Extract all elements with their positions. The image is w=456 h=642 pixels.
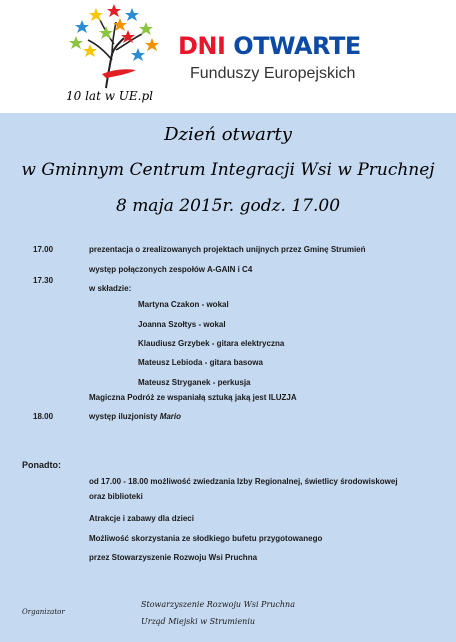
program-time-2: 17.30	[33, 276, 54, 285]
ponadto-line: od 17.00 - 18.00 możliwość zwiedzania Izby Regionalnej, świetlicy środowiskowej	[89, 477, 398, 486]
ponadto-line: Atrakcje i zabawy dla dzieci	[89, 514, 194, 523]
program-item-3: w składzie:	[89, 284, 132, 293]
ponadto-line: przez Stowarzyszenie Rozwoju Wsi Pruchna	[89, 553, 258, 562]
band-member: Martyna Czakon - wokal	[138, 300, 229, 309]
program-item-5	[89, 412, 181, 421]
band-member: Joanna Szołtys - wokal	[138, 320, 226, 329]
event-title: Dzień otwarty	[164, 124, 292, 145]
program-item-1: prezentacja o zrealizowanych projektach unijnych przez Gminę Strumień	[89, 245, 366, 254]
eu-logo-text: 10 lat w UE.pl	[66, 89, 154, 103]
program-item-4: Magiczna Podróż ze wspaniałą sztuką jaką jest ILUZJA	[89, 393, 297, 402]
eu-10-years-logo	[66, 4, 166, 108]
band-member: Mateusz Lebioda - gitara basowa	[138, 358, 263, 367]
program-item-2: występ połączonych zespołów A-GAIN i C4	[89, 265, 253, 274]
organizer-name: Stowarzyszenie Rozwoju Wsi Pruchna	[141, 600, 295, 609]
program-item-5-text: występ iluzjonisty	[89, 412, 160, 421]
campaign-word-dni: DNI	[178, 32, 226, 60]
campaign-subtitle: Funduszy Europejskich	[190, 65, 356, 82]
organizer-name: Urząd Miejski w Strumieniu	[141, 617, 256, 626]
band-member: Klaudiusz Grzybek - gitara elektryczna	[138, 339, 285, 348]
program-time-3: 18.00	[33, 412, 54, 421]
header	[0, 0, 456, 113]
band-member: Mateusz Stryganek - perkusja	[138, 378, 251, 387]
illusionist-name: Mario	[159, 412, 182, 421]
campaign-word-otwarte: OTWARTE	[233, 32, 361, 60]
campaign-logo	[178, 32, 361, 60]
ponadto-line: oraz biblioteki	[89, 492, 143, 501]
organizer-label: Organizator	[22, 608, 65, 616]
event-venue: w Gminnym Centrum Integracji Wsi w Pruchnej	[21, 160, 435, 180]
event-date: 8 maja 2015r. godz. 17.00	[115, 196, 341, 216]
ponadto-line: Możliwość skorzystania ze słodkiego bufetu przygotowanego	[89, 534, 323, 543]
program-time-1: 17.00	[33, 245, 54, 254]
star-tree-icon	[66, 4, 166, 90]
ponadto-label: Ponadto:	[22, 460, 61, 470]
